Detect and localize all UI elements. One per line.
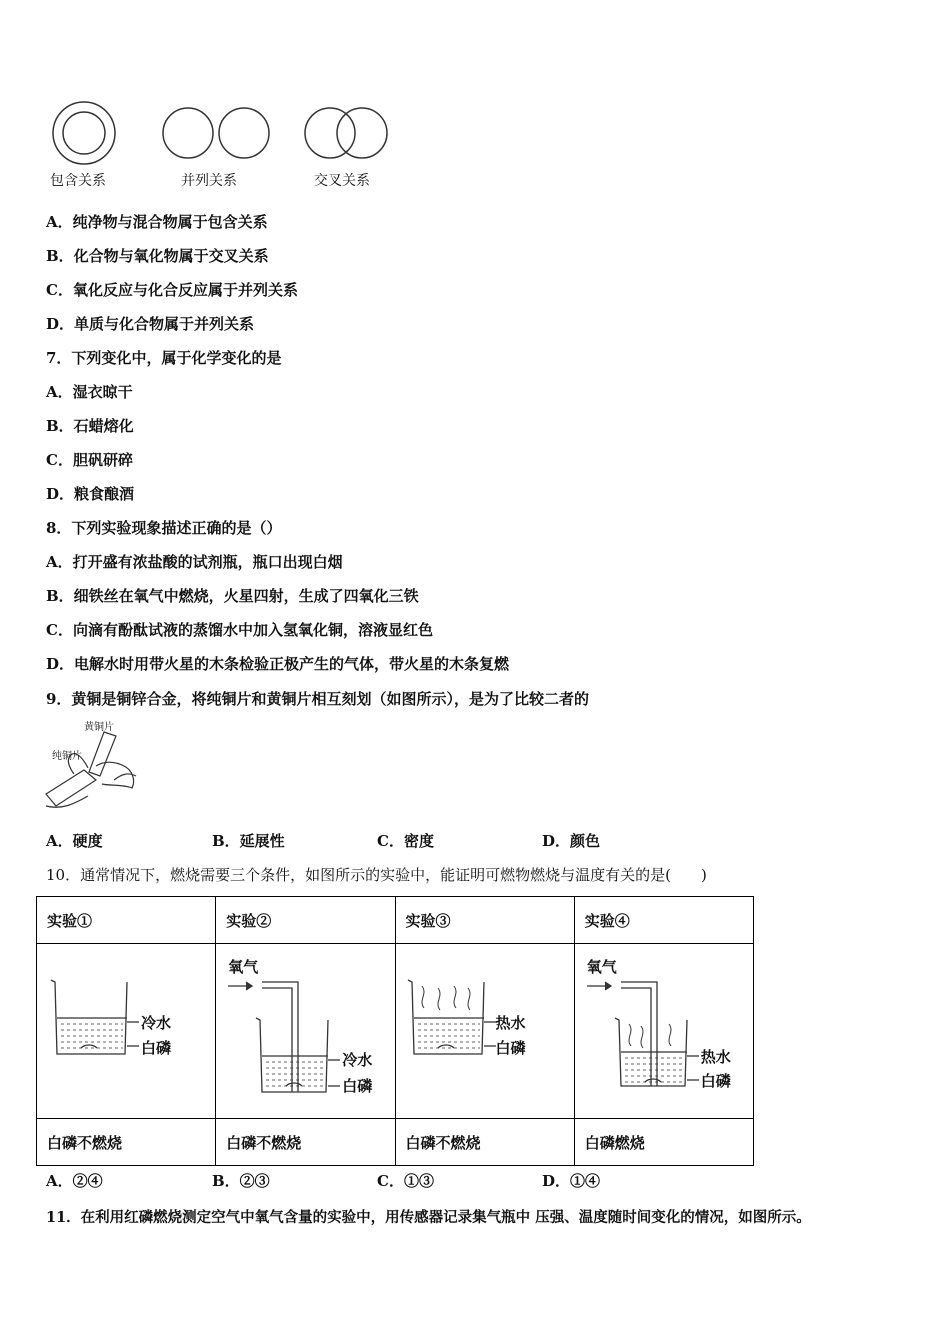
exp3-result: 白磷不燃烧 xyxy=(395,1119,574,1166)
q11-stem: 11．在利用红磷燃烧测定空气中氧气含量的实验中，用传感器记录集气瓶中 压强、温度随时间变化的情况，如图所示。 xyxy=(46,1209,811,1226)
exp1-diagram xyxy=(37,944,216,1119)
exp4-diagram xyxy=(574,944,753,1119)
q10-option-a: A．②④ xyxy=(46,1172,103,1190)
exp3-hot-water-label: 热水 xyxy=(495,1014,526,1032)
intersect-right-circle xyxy=(337,108,387,158)
intersect-left-circle xyxy=(305,108,355,158)
q8-stem: 8．下列实验现象描述正确的是（） xyxy=(46,519,282,537)
exp3-diagram xyxy=(395,944,574,1119)
exp4-oxygen-label: 氧气 xyxy=(586,958,617,976)
q6-option-c: C．氧化反应与化合反应属于并列关系 xyxy=(46,281,298,299)
q7-stem: 7．下列变化中，属于化学变化的是 xyxy=(46,349,282,367)
parallel-left-circle xyxy=(163,108,213,158)
exp2-diagram xyxy=(216,944,395,1119)
exp3-phosphorus-label: 白磷 xyxy=(495,1039,526,1057)
exp4-hot-water-label: 热水 xyxy=(700,1048,731,1066)
q8-option-b: B．细铁丝在氧气中燃烧，火星四射，生成了四氧化三铁 xyxy=(46,587,419,605)
q10-option-c: C．①③ xyxy=(377,1172,434,1190)
inclusion-inner-circle xyxy=(63,112,105,154)
parallel-right-circle xyxy=(219,108,269,158)
exp1-cold-water-label: 冷水 xyxy=(141,1014,172,1032)
venn-label-intersect: 交叉关系 xyxy=(314,173,370,189)
q6-option-b: B．化合物与氧化物属于交叉关系 xyxy=(46,247,269,265)
q10-option-d: D．①④ xyxy=(542,1172,601,1190)
exp4-result: 白磷燃烧 xyxy=(574,1119,753,1166)
q7-option-b: B．石蜡熔化 xyxy=(46,417,134,435)
q9-stem: 9．黄铜是铜锌合金，将纯铜片和黄铜片相互刻划（如图所示），是为了比较二者的 xyxy=(46,690,589,708)
exp1-phosphorus-label: 白磷 xyxy=(141,1039,172,1057)
exp2-result: 白磷不燃烧 xyxy=(216,1119,395,1166)
exp3-header: 实验③ xyxy=(395,897,574,944)
exp1-result: 白磷不燃烧 xyxy=(37,1119,216,1166)
exp1-header: 实验① xyxy=(37,897,216,944)
q9-option-c: C．密度 xyxy=(377,832,434,850)
q9-figure xyxy=(44,714,144,814)
exp4-header: 实验④ xyxy=(574,897,753,944)
q8-option-a: A．打开盛有浓盐酸的试剂瓶，瓶口出现白烟 xyxy=(46,553,343,571)
q7-option-c: C．胆矾研碎 xyxy=(46,451,133,469)
q8-option-d: D．电解水时用带火星的木条检验正极产生的气体，带火星的木条复燃 xyxy=(46,655,510,673)
q10-stem: 10．通常情况下，燃烧需要三个条件，如图所示的实验中，能证明可燃物燃烧与温度有关的是( ) xyxy=(46,866,707,884)
exp2-oxygen-label: 氧气 xyxy=(228,958,259,976)
experiment-table xyxy=(36,896,754,1166)
copper-label: 纯铜片 xyxy=(52,751,82,762)
q9-option-b: B．延展性 xyxy=(212,832,285,850)
exp2-cold-water-label: 冷水 xyxy=(342,1051,373,1069)
exp2-header: 实验② xyxy=(216,897,395,944)
q7-option-a: A．湿衣晾干 xyxy=(46,383,133,401)
exp2-phosphorus-label: 白磷 xyxy=(342,1077,373,1095)
q6-option-d: D．单质与化合物属于并列关系 xyxy=(46,315,255,333)
q10-option-b: B．②③ xyxy=(212,1172,270,1190)
q7-option-d: D．粮食酿酒 xyxy=(46,485,135,503)
exp4-phosphorus-label: 白磷 xyxy=(700,1072,731,1090)
q8-option-c: C．向滴有酚酞试液的蒸馏水中加入氢氧化铜，溶液显红色 xyxy=(46,621,433,639)
q6-option-a: A．纯净物与混合物属于包含关系 xyxy=(46,213,268,231)
venn-label-parallel: 并列关系 xyxy=(181,173,237,189)
venn-label-inclusion: 包含关系 xyxy=(50,173,106,189)
brass-label: 黄铜片 xyxy=(84,722,114,733)
q9-option-d: D．颜色 xyxy=(542,832,601,850)
q9-option-a: A．硬度 xyxy=(46,832,103,850)
